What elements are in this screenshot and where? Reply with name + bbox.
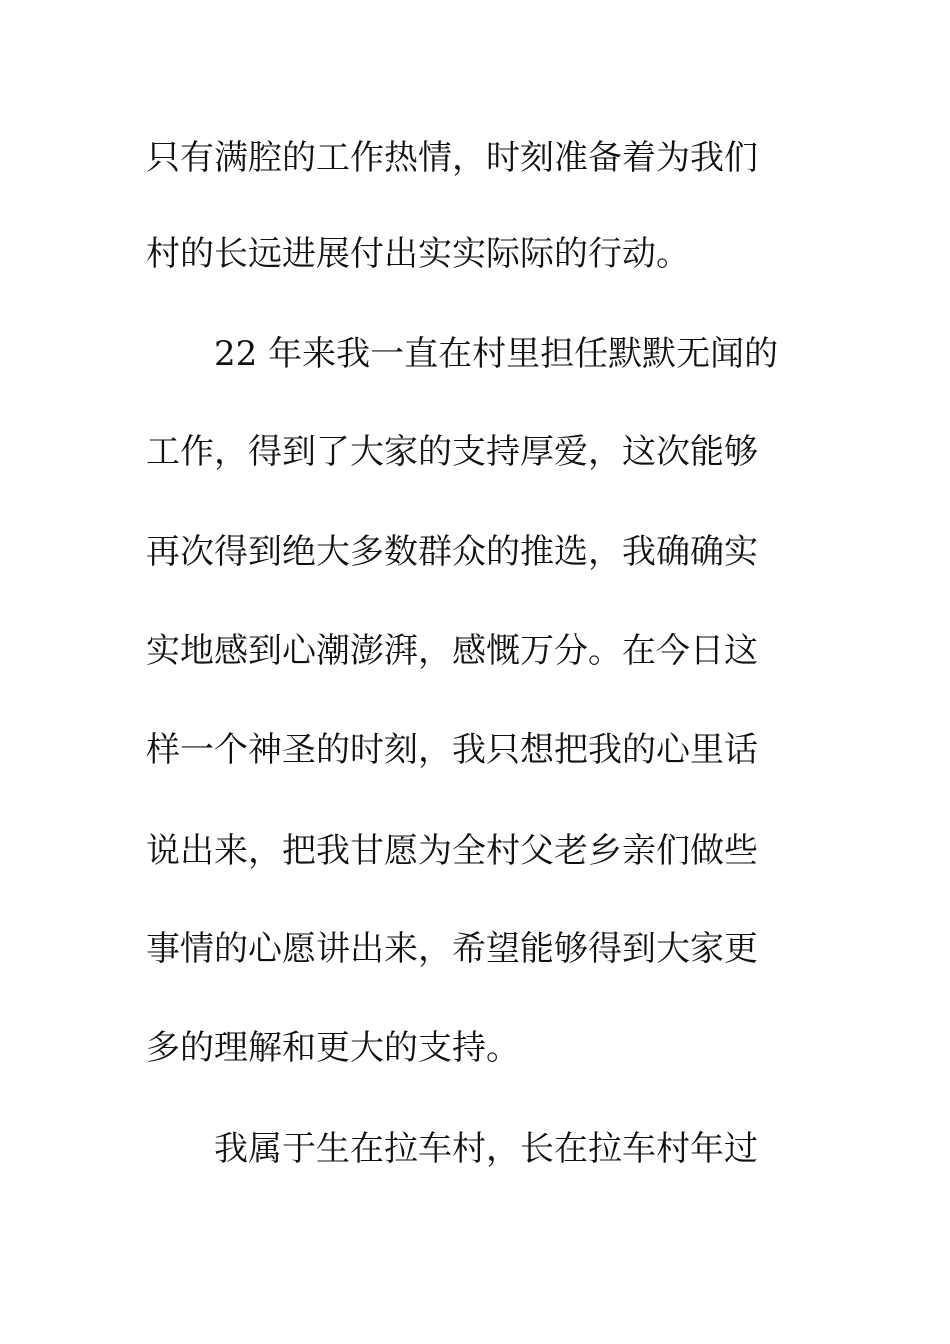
text-line: 再次得到绝大多数群众的推选，我确确实 — [146, 532, 758, 572]
text-line: 村的长远进展付出实实际际的行动。 — [146, 234, 690, 274]
text-line: 实地感到心潮澎湃，感慨万分。在今日这 — [146, 631, 758, 671]
text-line: 只有满腔的工作热情，时刻准备着为我们 — [146, 138, 758, 178]
text-line: 多的理解和更大的支持。 — [146, 1028, 520, 1068]
text-line: 样一个神圣的时刻，我只想把我的心里话 — [146, 730, 758, 770]
paragraph-start-line: 我属于生在拉车村，长在拉车村年过 — [214, 1129, 758, 1169]
text-line: 工作，得到了大家的支持厚爱，这次能够 — [146, 432, 758, 472]
paragraph-start-line: 22 年来我一直在村里担任默默无闻的 — [214, 334, 779, 374]
text-line: 说出来，把我甘愿为全村父老乡亲们做些 — [146, 831, 758, 871]
text-line: 事情的心愿讲出来，希望能够得到大家更 — [146, 929, 758, 969]
